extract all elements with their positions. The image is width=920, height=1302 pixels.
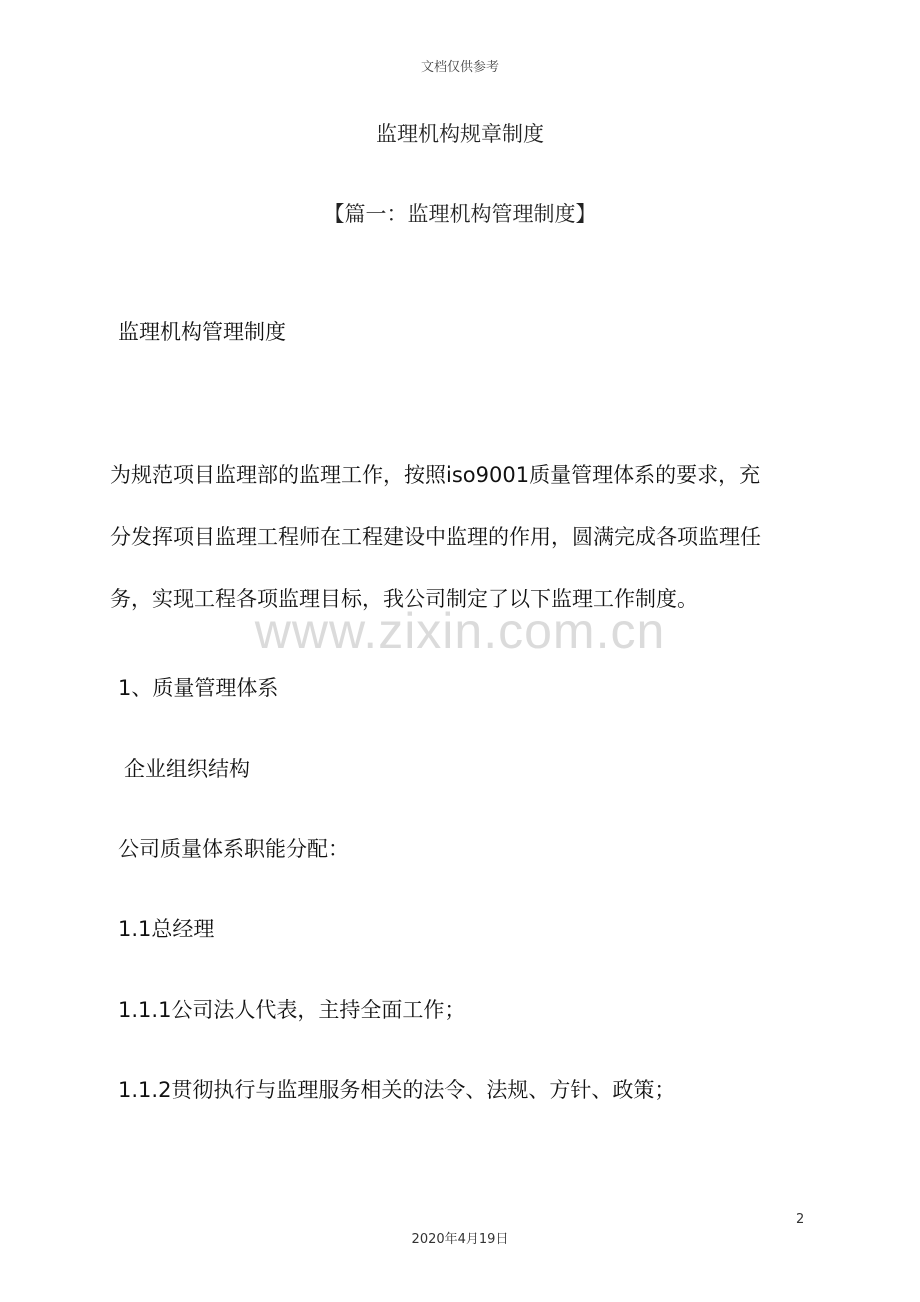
list-item: 1、质量管理体系 <box>118 676 279 700</box>
list-item: 1.1总经理 <box>118 917 215 941</box>
list-item: 1.1.2贯彻执行与监理服务相关的法令、法规、方针、政策； <box>118 1078 676 1102</box>
document-title: 监理机构规章制度 <box>376 122 544 146</box>
section-heading: 监理机构管理制度 <box>118 320 286 344</box>
intro-line: 务，实现工程各项监理目标，我公司制定了以下监理工作制度。 <box>110 587 698 611</box>
intro-paragraph <box>110 444 810 630</box>
intro-line: 为规范项目监理部的监理工作，按照iso9001质量管理体系的要求，充 <box>110 463 761 487</box>
watermark-text: www.zixin.com.cn <box>254 603 666 659</box>
footer-date: 2020年4月19日 <box>411 1232 509 1247</box>
intro-line: 分发挥项目监理工程师在工程建设中监理的作用，圆满完成各项监理任 <box>110 525 761 549</box>
list-item: 企业组织结构 <box>124 757 250 781</box>
header-note: 文档仅供参考 <box>420 60 499 75</box>
page-number: 2 <box>796 1212 805 1227</box>
document-subtitle: 【篇一：监理机构管理制度】 <box>323 202 597 226</box>
list-item: 1.1.1公司法人代表，主持全面工作； <box>118 998 466 1022</box>
list-item: 公司质量体系职能分配： <box>118 837 349 861</box>
